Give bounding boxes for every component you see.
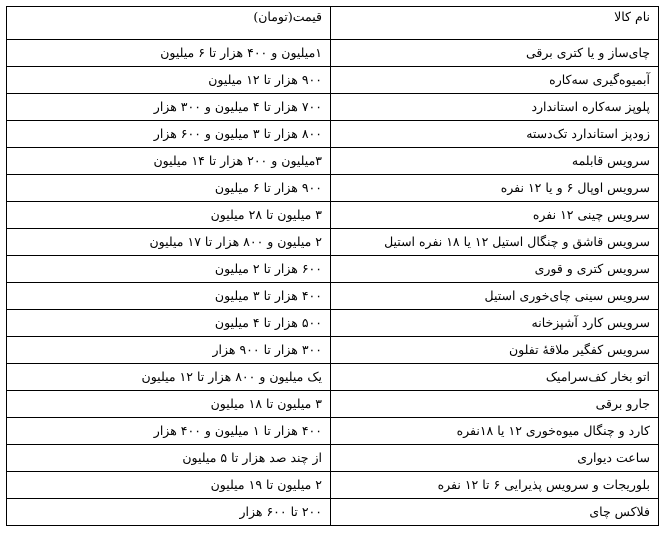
table-row [7, 445, 659, 472]
table-row [7, 67, 659, 94]
table-row [7, 175, 659, 202]
item-name-cell: سرویس قابلمه [331, 148, 659, 175]
price-cell: ۴۰۰ هزار تا ۱ میلیون و ۴۰۰ هزار [7, 418, 331, 445]
price-cell: ۸۰۰ هزار تا ۳ میلیون و ۶۰۰ هزار [7, 121, 331, 148]
item-name-cell: سرویس چینی ۱۲ نفره [331, 202, 659, 229]
price-cell: ۱میلیون و ۴۰۰ هزار تا ۶ میلیون [7, 40, 331, 67]
item-name-cell: اتو بخار کف‌سرامیک [331, 364, 659, 391]
table-row [7, 202, 659, 229]
price-table [6, 6, 659, 526]
price-cell: ۳ میلیون تا ۲۸ میلیون [7, 202, 331, 229]
item-name-cell: فلاکس چای [331, 499, 659, 526]
item-name-cell: سرویس اوپال ۶ و یا ۱۲ نفره [331, 175, 659, 202]
header-price: قیمت(تومان) [7, 7, 331, 40]
table-row [7, 148, 659, 175]
table-body [7, 7, 659, 526]
price-cell: از چند صد هزار تا ۵ میلیون [7, 445, 331, 472]
item-name-cell: بلوریجات و سرویس پذیرایی ۶ تا ۱۲ نفره [331, 472, 659, 499]
price-cell: ۴۰۰ هزار تا ۳ میلیون [7, 283, 331, 310]
price-cell: ۳۰۰ هزار تا ۹۰۰ هزار [7, 337, 331, 364]
table-row [7, 121, 659, 148]
table-row [7, 229, 659, 256]
price-cell: ۲ میلیون تا ۱۹ میلیون [7, 472, 331, 499]
price-cell: ۹۰۰ هزار تا ۱۲ میلیون [7, 67, 331, 94]
price-cell: ۶۰۰ هزار تا ۲ میلیون [7, 256, 331, 283]
table-row [7, 337, 659, 364]
table-row [7, 310, 659, 337]
table-row [7, 472, 659, 499]
price-cell: ۳ میلیون تا ۱۸ میلیون [7, 391, 331, 418]
table-row [7, 364, 659, 391]
table-row [7, 499, 659, 526]
item-name-cell: سرویس قاشق و چنگال استیل ۱۲ یا ۱۸ نفره استیل [331, 229, 659, 256]
item-name-cell: جارو برقی [331, 391, 659, 418]
price-cell: ۷۰۰ هزار تا ۴ میلیون و ۳۰۰ هزار [7, 94, 331, 121]
table-row [7, 94, 659, 121]
table-row [7, 283, 659, 310]
table-row [7, 391, 659, 418]
price-cell: یک میلیون و ۸۰۰ هزار تا ۱۲ میلیون [7, 364, 331, 391]
item-name-cell: سرویس سینی چای‌خوری استیل [331, 283, 659, 310]
item-name-cell: آبمیوه‌گیری سه‌کاره [331, 67, 659, 94]
item-name-cell: چای‌ساز و یا کتری برقی [331, 40, 659, 67]
item-name-cell: کارد و چنگال میوه‌خوری ۱۲ یا ۱۸نفره [331, 418, 659, 445]
item-name-cell: سرویس کفگیر ملاقهٔ تفلون [331, 337, 659, 364]
price-cell: ۵۰۰ هزار تا ۴ میلیون [7, 310, 331, 337]
price-cell: ۳میلیون و ۲۰۰ هزار تا ۱۴ میلیون [7, 148, 331, 175]
price-cell: ۲ میلیون و ۸۰۰ هزار تا ۱۷ میلیون [7, 229, 331, 256]
table-row [7, 256, 659, 283]
item-name-cell: سرویس کارد آشپزخانه [331, 310, 659, 337]
item-name-cell: ساعت دیواری [331, 445, 659, 472]
header-item-name: نام کالا [331, 7, 659, 40]
table-row [7, 40, 659, 67]
item-name-cell: سرویس کتری و قوری [331, 256, 659, 283]
price-cell: ۲۰۰ تا ۶۰۰ هزار [7, 499, 331, 526]
table-header-row [7, 7, 659, 40]
price-cell: ۹۰۰ هزار تا ۶ میلیون [7, 175, 331, 202]
item-name-cell: زودپز استاندارد تک‌دسته [331, 121, 659, 148]
table-row [7, 418, 659, 445]
item-name-cell: پلوپز سه‌کاره استاندارد [331, 94, 659, 121]
